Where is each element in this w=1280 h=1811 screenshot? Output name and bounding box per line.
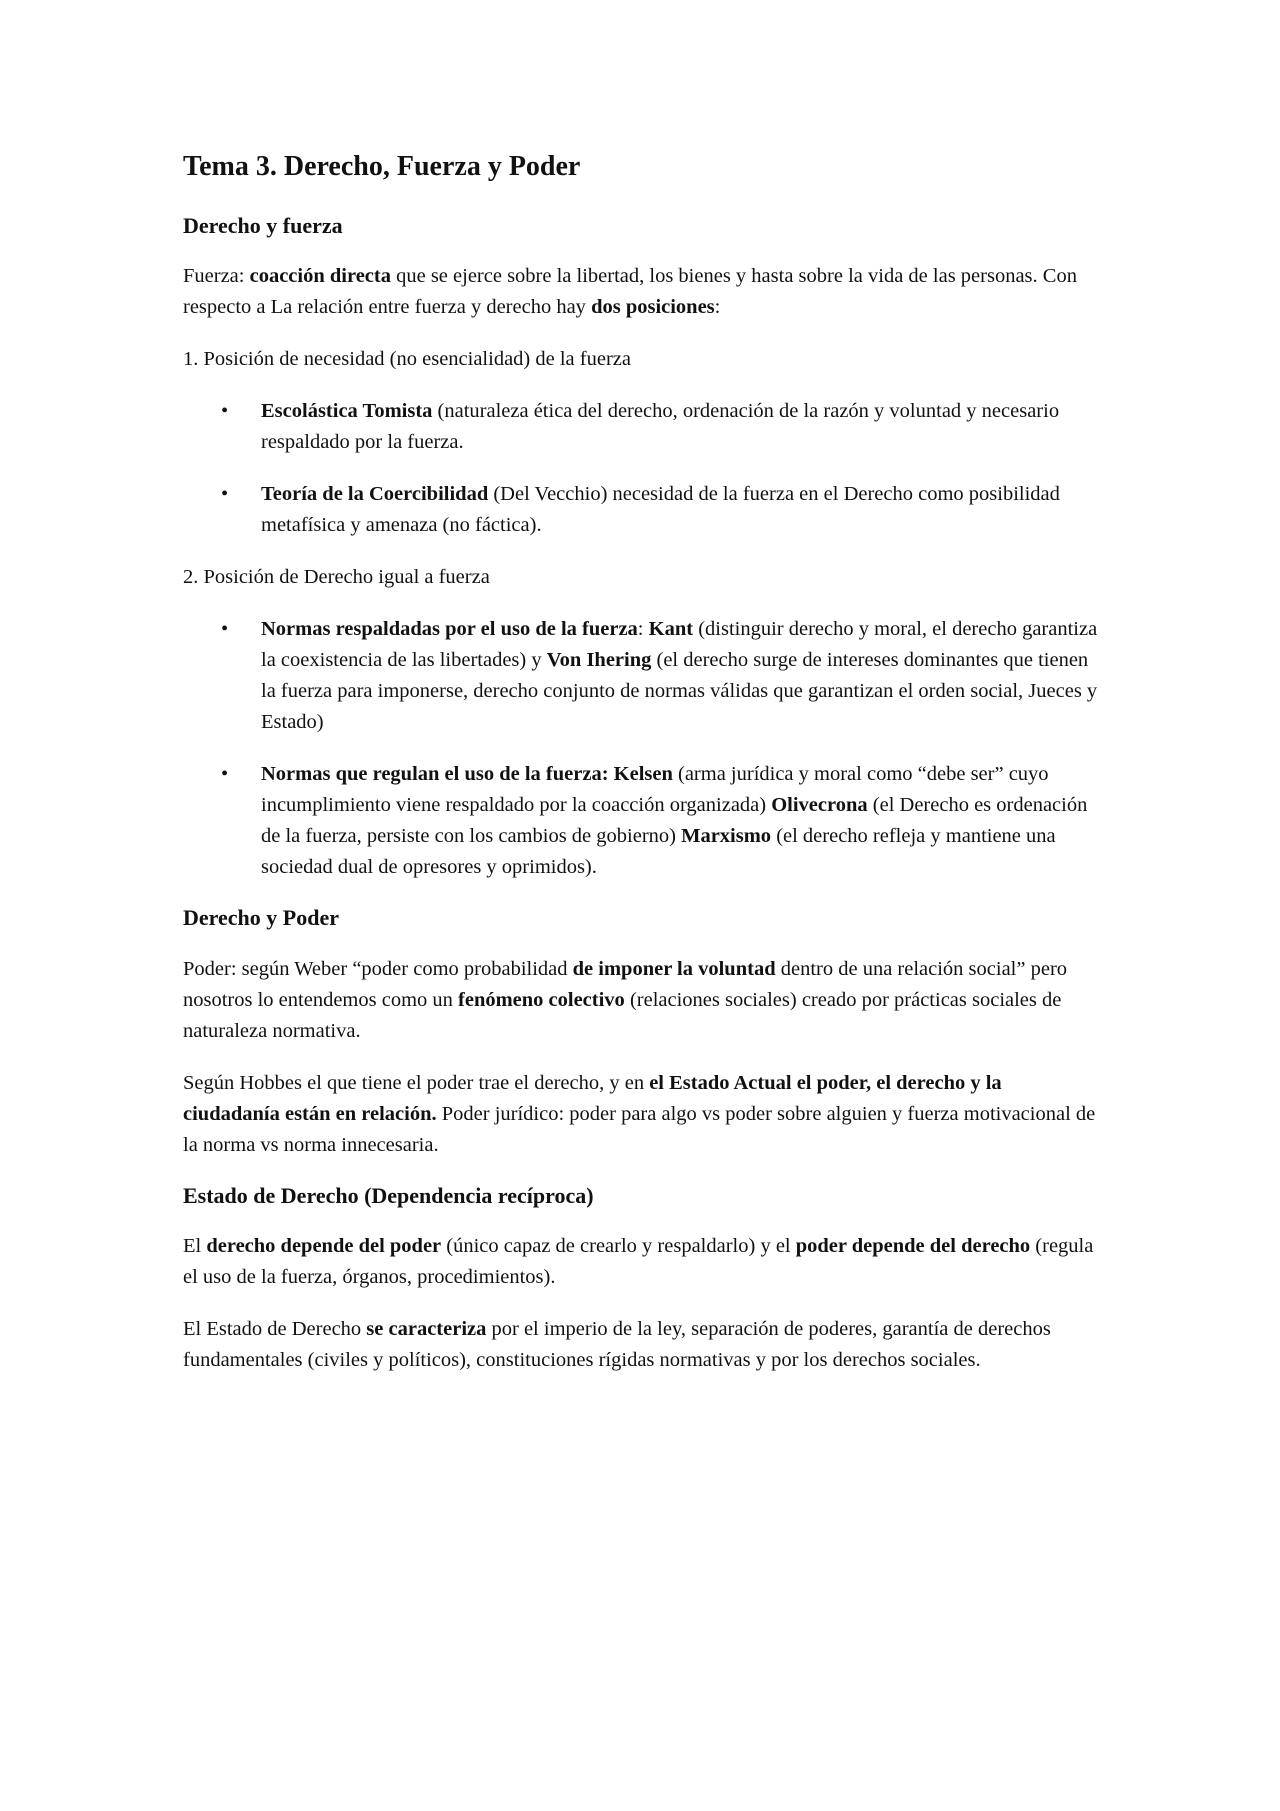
text-span: (distinguir derecho y moral, el derecho garantiza la coexistencia de las libertades) y bbox=[261, 618, 1098, 672]
document-page bbox=[183, 150, 1103, 1397]
bold-term: de imponer la voluntad bbox=[572, 957, 776, 980]
list-item bbox=[183, 614, 1103, 738]
text-span: El bbox=[183, 1235, 207, 1258]
text-span: (regula el uso de la fuerza, órganos, procedimientos). bbox=[183, 1235, 1094, 1289]
text-span: : bbox=[714, 296, 721, 319]
text-span: (Del Vecchio) necesidad de la fuerza en el Derecho como posibilidad metafísica y amenaza (no fáctica). bbox=[261, 483, 1060, 537]
bold-term: Escolástica Tomista bbox=[261, 400, 433, 423]
bold-term: Von Ihering bbox=[546, 649, 652, 672]
text-span: Poder: según Weber “poder como probabilidad bbox=[183, 957, 573, 980]
bold-term: Normas que regulan el uso de la fuerza: Kelsen bbox=[261, 763, 673, 786]
text-span: dentro de una relación social” pero nosotros lo entendemos como un bbox=[183, 957, 1068, 1011]
text-span: (el derecho surge de intereses dominantes que tienen la fuerza para imponerse, derecho conjunto de normas válidas que garantizan el orden social, Jueces y Estado) bbox=[261, 649, 1098, 734]
text-span: (el derecho refleja y mantiene una sociedad dual de opresores y oprimidos). bbox=[261, 825, 1056, 879]
bold-term: fenómeno colectivo bbox=[458, 988, 625, 1011]
text-span: que se ejerce sobre la libertad, los bienes y hasta sobre la vida de las personas. Con respecto a La relación entre fuerza y derecho hay bbox=[183, 265, 1077, 319]
bold-term: Olivecrona bbox=[771, 794, 868, 817]
bold-term: el Estado Actual el poder, el derecho y la ciudadanía están en relación. bbox=[183, 1071, 1002, 1125]
bold-term: dos posiciones bbox=[591, 296, 715, 319]
bold-term: derecho depende del poder bbox=[206, 1235, 442, 1258]
text-span: (único capaz de crearlo y respaldarlo) y el bbox=[441, 1235, 796, 1258]
bold-term: poder depende del derecho bbox=[795, 1235, 1031, 1258]
position-2-list bbox=[183, 614, 1103, 883]
text-span: (naturaleza ética del derecho, ordenación de la razón y voluntad y necesario respaldado por la fuerza. bbox=[261, 400, 1060, 454]
bold-term: coacción directa bbox=[249, 265, 391, 288]
paragraph-hobbes bbox=[183, 1068, 1103, 1161]
text-span: Según Hobbes el que tiene el poder trae el derecho, y en bbox=[183, 1071, 650, 1094]
bold-term: Normas respaldadas por el uso de la fuerza bbox=[261, 618, 638, 641]
bold-term: Teoría de la Coercibilidad bbox=[261, 483, 489, 506]
bold-term: Kant bbox=[648, 618, 694, 641]
bullet-icon: • bbox=[221, 618, 229, 641]
list-item bbox=[183, 396, 1103, 458]
section-heading-derecho-fuerza: Derecho y fuerza bbox=[183, 212, 343, 238]
text-span: Fuerza: bbox=[183, 265, 250, 288]
list-item bbox=[183, 479, 1103, 541]
position-1-list bbox=[183, 396, 1103, 541]
list-item bbox=[183, 759, 1103, 883]
text-span: (arma jurídica y moral como “debe ser” cuyo incumplimiento viene respaldado por la coacción organizada) bbox=[261, 763, 1049, 817]
position-2-label: 2. Posición de Derecho igual a fuerza bbox=[183, 566, 490, 589]
position-1-label: 1. Posición de necesidad (no esencialidad) de la fuerza bbox=[183, 348, 631, 371]
paragraph-fuerza-definition bbox=[183, 261, 1103, 323]
bullet-icon: • bbox=[221, 400, 229, 423]
section-heading-estado-derecho: Estado de Derecho (Dependencia recíproca) bbox=[183, 1182, 594, 1208]
bullet-icon: • bbox=[221, 763, 229, 786]
paragraph-caracteriza bbox=[183, 1314, 1103, 1376]
bullet-icon: • bbox=[221, 483, 229, 506]
bold-term: Marxismo bbox=[681, 825, 772, 848]
text-span: (relaciones sociales) creado por prácticas sociales de naturaleza normativa. bbox=[183, 988, 1062, 1042]
text-span: : bbox=[637, 618, 649, 641]
text-span: (el Derecho es ordenación de la fuerza, persiste con los cambios de gobierno) bbox=[261, 794, 1088, 848]
page-title: Tema 3. Derecho, Fuerza y Poder bbox=[183, 151, 581, 182]
section-heading-derecho-poder: Derecho y Poder bbox=[183, 905, 339, 931]
text-span: Poder jurídico: poder para algo vs poder sobre alguien y fuerza motivacional de la norma vs norma innecesaria. bbox=[183, 1102, 1096, 1156]
text-span: El Estado de Derecho bbox=[183, 1318, 367, 1341]
bold-term: se caracteriza bbox=[366, 1318, 487, 1341]
paragraph-dependencia bbox=[183, 1231, 1103, 1293]
text-span: por el imperio de la ley, separación de poderes, garantía de derechos fundamentales (civiles y políticos), constituciones rígidas normativas y por los derechos sociales. bbox=[183, 1318, 1051, 1372]
paragraph-poder-weber bbox=[183, 954, 1103, 1047]
